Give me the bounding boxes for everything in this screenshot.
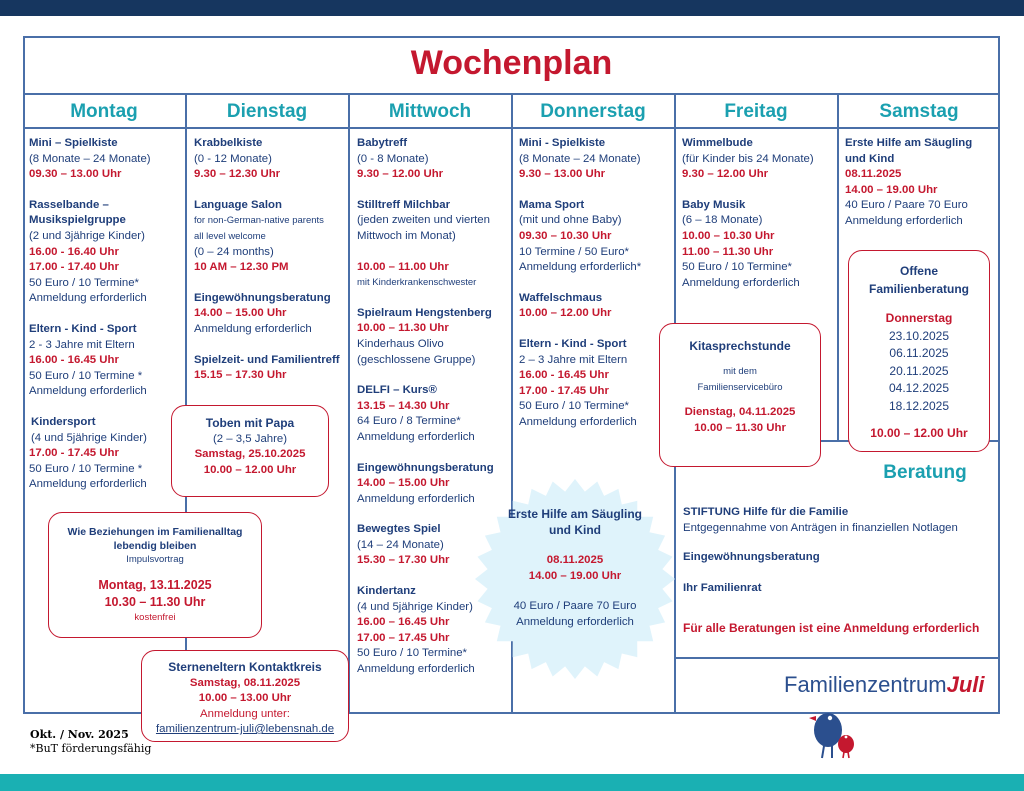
box-date: 23.10.2025 — [888, 328, 950, 343]
box-time: 10.30 – 11.30 Uhr — [104, 595, 206, 609]
event-registration: Anmeldung erforderlich — [357, 430, 475, 443]
event-age: (0 – 24 months) — [194, 245, 274, 258]
column-divider — [837, 93, 839, 441]
event-registration: Anmeldung erforderlich — [682, 276, 800, 289]
event-registration: Anmeldung erforderlich — [519, 415, 637, 428]
event-title: und Kind — [845, 152, 895, 165]
event-desc: (mit und ohne Baby) — [519, 214, 622, 227]
event-price: 50 Euro / 10 Termine * — [29, 462, 143, 475]
event-desc: for non-German-native parents — [194, 215, 324, 227]
event-time: 9.30 – 13.00 Uhr — [519, 168, 606, 181]
box-title: lebendig bleiben — [113, 540, 197, 552]
event-age: (8 Monate – 24 Monate) — [29, 152, 151, 165]
day-header-donnerstag: Donnerstag — [540, 101, 646, 122]
day-header-montag: Montag — [70, 101, 138, 122]
event-price: 50 Euro / 10 Termine* — [682, 261, 792, 274]
event-title: Waffelschmaus — [519, 291, 603, 304]
impulsvortrag-box — [48, 512, 262, 638]
kitasprechstunde-box — [659, 323, 821, 467]
event-registration: Anmeldung erforderlich — [194, 322, 312, 335]
box-title: Familienberatung — [868, 281, 969, 296]
box-date: 04.12.2025 — [888, 381, 950, 395]
event-desc: Kinderhaus Olivo — [357, 337, 444, 350]
event-title: Erste Hilfe am Säugling — [845, 137, 973, 149]
box-time: 10.00 – 12.00 Uhr — [870, 426, 968, 440]
column-donnerstag — [519, 136, 673, 431]
event-age: (0 - 12 Monate) — [194, 152, 272, 165]
event-title: Stilltreff Milchbar — [357, 198, 451, 211]
box-subtitle: Impulsvortrag — [126, 554, 184, 565]
box-date: Montag, 13.11.2025 — [98, 578, 212, 592]
day-header-mittwoch: Mittwoch — [388, 101, 472, 122]
event-title: Mini – Spielkiste — [29, 137, 118, 149]
event-age: (4 und 5jährige Kinder) — [31, 431, 147, 444]
box-date: Samstag, 25.10.2025 — [194, 448, 306, 460]
event-title: Spielzeit- und Familientreff — [194, 353, 340, 366]
bottom-bar — [0, 774, 1024, 791]
event-title: Eingewöhnungsberatung — [194, 291, 331, 304]
burst-registration: Anmeldung erforderlich — [516, 616, 634, 628]
event-age: (8 Monate – 24 Monate) — [519, 152, 641, 165]
event-age: (4 und 5jährige Kinder) — [357, 600, 473, 613]
event-title: Rasselbande – — [29, 198, 109, 211]
event-title: Babytreff — [357, 137, 408, 149]
column-dienstag — [194, 136, 346, 384]
column-freitag — [682, 136, 836, 291]
box-age: (2 – 3,5 Jahre) — [212, 432, 288, 445]
event-registration: Anmeldung erforderlich — [357, 492, 475, 505]
box-subtitle: Familienservicebüro — [697, 382, 783, 393]
column-montag — [29, 136, 185, 493]
box-day: Donnerstag — [885, 311, 953, 325]
burst-price: 40 Euro / Paare 70 Euro — [513, 600, 637, 612]
event-price: 64 Euro / 8 Termine* — [357, 415, 461, 428]
event-age: (14 – 24 Monate) — [357, 538, 444, 551]
event-title: Mini - Spielkiste — [519, 137, 606, 149]
event-time: 9.30 – 12.30 Uhr — [194, 168, 281, 181]
event-time: 09.30 – 13.00 Uhr — [29, 168, 122, 181]
burst-date: 08.11.2025 — [546, 554, 604, 566]
event-price: 50 Euro / 10 Termine * — [29, 369, 143, 382]
top-bar — [0, 0, 1024, 16]
beratung-list — [683, 505, 995, 637]
box-title: Sterneneltern Kontaktkreis — [168, 660, 322, 674]
event-title: Eltern - Kind - Sport — [519, 337, 627, 350]
event-title: Musikspielgruppe — [29, 214, 126, 227]
event-time: 10.00 – 11.30 Uhr — [357, 322, 449, 335]
event-time: 17.00 - 17.40 Uhr — [29, 261, 119, 274]
event-desc: all level welcome — [194, 230, 266, 242]
event-time: 15.15 – 17.30 Uhr — [194, 369, 287, 382]
logo — [784, 672, 985, 698]
box-title: Offene — [899, 264, 938, 278]
event-desc: Mittwoch im Monat) — [357, 229, 456, 242]
box-title: Kitasprechstunde — [689, 339, 791, 353]
event-time: 9.30 – 12.00 Uhr — [357, 168, 444, 181]
box-date: 20.11.2025 — [889, 363, 949, 378]
box-title: Toben mit Papa — [205, 416, 295, 430]
column-divider — [348, 93, 350, 714]
box-time: 10.00 – 11.30 Uhr — [694, 422, 786, 434]
day-header-samstag: Samstag — [879, 101, 959, 122]
beratung-item-title: Ihr Familienrat — [683, 581, 762, 594]
event-time: 10.00 – 10.30 Uhr — [682, 229, 775, 242]
event-time: 10 AM – 12.30 PM — [194, 261, 289, 274]
event-age: (für Kinder bis 24 Monate) — [682, 152, 814, 165]
event-time: 16.00 - 16.45 Uhr — [519, 369, 609, 382]
event-age: 2 - 3 Jahre mit Eltern — [29, 338, 135, 351]
event-age: (6 – 18 Monate) — [682, 214, 763, 227]
event-date: 08.11.2025 — [845, 168, 902, 181]
familienberatung-box — [848, 250, 990, 452]
event-time: 13.15 – 14.30 Uhr — [357, 399, 450, 412]
email-link[interactable]: familienzentrum-juli@lebensnah.de — [155, 723, 335, 735]
event-time: 10.00 – 11.00 Uhr — [357, 260, 449, 273]
event-registration: Anmeldung erforderlich — [29, 385, 147, 398]
event-time: 16.00 - 16.45 Uhr — [29, 354, 119, 367]
event-title: DELFI – Kurs® — [357, 384, 437, 397]
footer-period: Okt. / Nov. 2025 — [30, 728, 129, 741]
event-registration: Anmeldung erforderlich — [357, 663, 475, 676]
event-title: Eingewöhnungsberatung — [357, 461, 494, 474]
event-title: Spielraum Hengstenberg — [357, 306, 492, 319]
box-time: 10.00 – 12.00 Uhr — [203, 463, 297, 476]
event-desc: (geschlossene Gruppe) — [357, 353, 476, 366]
event-time: 15.30 – 17.30 Uhr — [357, 554, 450, 567]
box-registration: Anmeldung unter: — [200, 707, 290, 720]
event-price: 40 Euro / Paare 70 Euro — [845, 199, 968, 212]
event-age: (0 - 8 Monate) — [357, 152, 429, 165]
bird-logo-icon — [808, 704, 860, 760]
event-time: 16.00 - 16.40 Uhr — [29, 245, 119, 258]
footer-note: *BuT förderungsfähig — [30, 742, 152, 755]
event-time: 17.00 – 17.45 Uhr — [357, 631, 450, 644]
box-note: kostenfrei — [134, 612, 176, 623]
event-registration: Anmeldung erforderlich — [29, 292, 147, 305]
event-time: 17.00 - 17.45 Uhr — [519, 384, 609, 397]
event-title: Language Salon — [194, 198, 282, 211]
event-time: 09.30 – 10.30 Uhr — [519, 229, 612, 242]
beratung-heading: Beratung — [883, 462, 967, 483]
day-header-dienstag: Dienstag — [226, 101, 308, 122]
event-time: 16.00 – 16.45 Uhr — [357, 616, 450, 629]
beratung-item-title: Eingewöhnungsberatung — [683, 551, 820, 564]
event-registration: Anmeldung erforderlich* — [519, 261, 642, 274]
box-time: 10.00 – 13.00 Uhr — [198, 692, 292, 704]
event-time: 14.00 – 15.00 Uhr — [357, 477, 450, 490]
logo-text: Familienzentrum — [784, 672, 947, 697]
box-title: Wie Beziehungen im Familienalltag — [67, 526, 243, 538]
event-title: Bewegtes Spiel — [357, 523, 441, 536]
box-subtitle: mit dem — [723, 366, 757, 377]
beratung-item-desc: Entgegennahme von Anträgen in finanziellen Notlagen — [683, 521, 958, 534]
event-price: 50 Euro / 10 Termine* — [29, 276, 139, 289]
event-title: Kindertanz — [357, 585, 416, 598]
event-time: 17.00 - 17.45 Uhr — [29, 447, 119, 460]
beratung-bottom — [674, 657, 1000, 659]
logo-accent: Juli — [946, 672, 985, 697]
box-date: 18.12.2025 — [888, 398, 950, 413]
event-time: 14.00 – 15.00 Uhr — [194, 307, 287, 320]
beratung-note: Für alle Beratungen ist eine Anmeldung erforderlich — [683, 621, 980, 636]
sterneneltern-box — [141, 650, 349, 742]
beratung-item-title: STIFTUNG Hilfe für die Familie — [683, 506, 849, 518]
event-title: Wimmelbude — [682, 137, 753, 149]
burst-title: Erste Hilfe am Säugling — [507, 507, 643, 521]
day-header-freitag: Freitag — [724, 101, 788, 122]
event-price: 50 Euro / 10 Termine* — [357, 647, 467, 660]
event-title: Krabbelkiste — [194, 137, 263, 149]
event-title: Kindersport — [31, 415, 96, 428]
event-desc: (jeden zweiten und vierten — [357, 214, 490, 227]
burst-time: 14.00 – 19.00 Uhr — [528, 570, 622, 582]
event-title: Mama Sport — [519, 198, 585, 211]
erste-hilfe-text — [478, 506, 672, 630]
burst-title: und Kind — [549, 523, 601, 537]
box-date: 06.11.2025 — [889, 346, 949, 360]
event-time: 10.00 – 12.00 Uhr — [519, 307, 612, 320]
event-age: 2 – 3 Jahre mit Eltern — [519, 353, 628, 366]
event-note: mit Kinderkrankenschwester — [357, 277, 477, 289]
box-date: Samstag, 08.11.2025 — [189, 676, 301, 689]
event-title: Baby Musik — [682, 198, 746, 211]
event-time: 11.00 – 11.30 Uhr — [682, 245, 774, 258]
event-time: 9.30 – 12.00 Uhr — [682, 168, 769, 181]
box-date: Dienstag, 04.11.2025 — [684, 406, 796, 418]
event-time: 14.00 – 19.00 Uhr — [845, 183, 938, 196]
event-price: 50 Euro / 10 Termine* — [519, 400, 629, 413]
footer — [30, 728, 151, 756]
toben-box — [171, 405, 329, 497]
event-price: 10 Termine / 50 Euro* — [519, 245, 629, 258]
event-age: (2 und 3jährige Kinder) — [29, 229, 145, 242]
event-title: Eltern - Kind - Sport — [29, 322, 137, 335]
event-registration: Anmeldung erforderlich — [29, 478, 147, 491]
page-title: Wochenplan — [410, 44, 613, 82]
column-samstag — [845, 136, 997, 230]
event-registration: Anmeldung erforderlich — [845, 214, 963, 227]
